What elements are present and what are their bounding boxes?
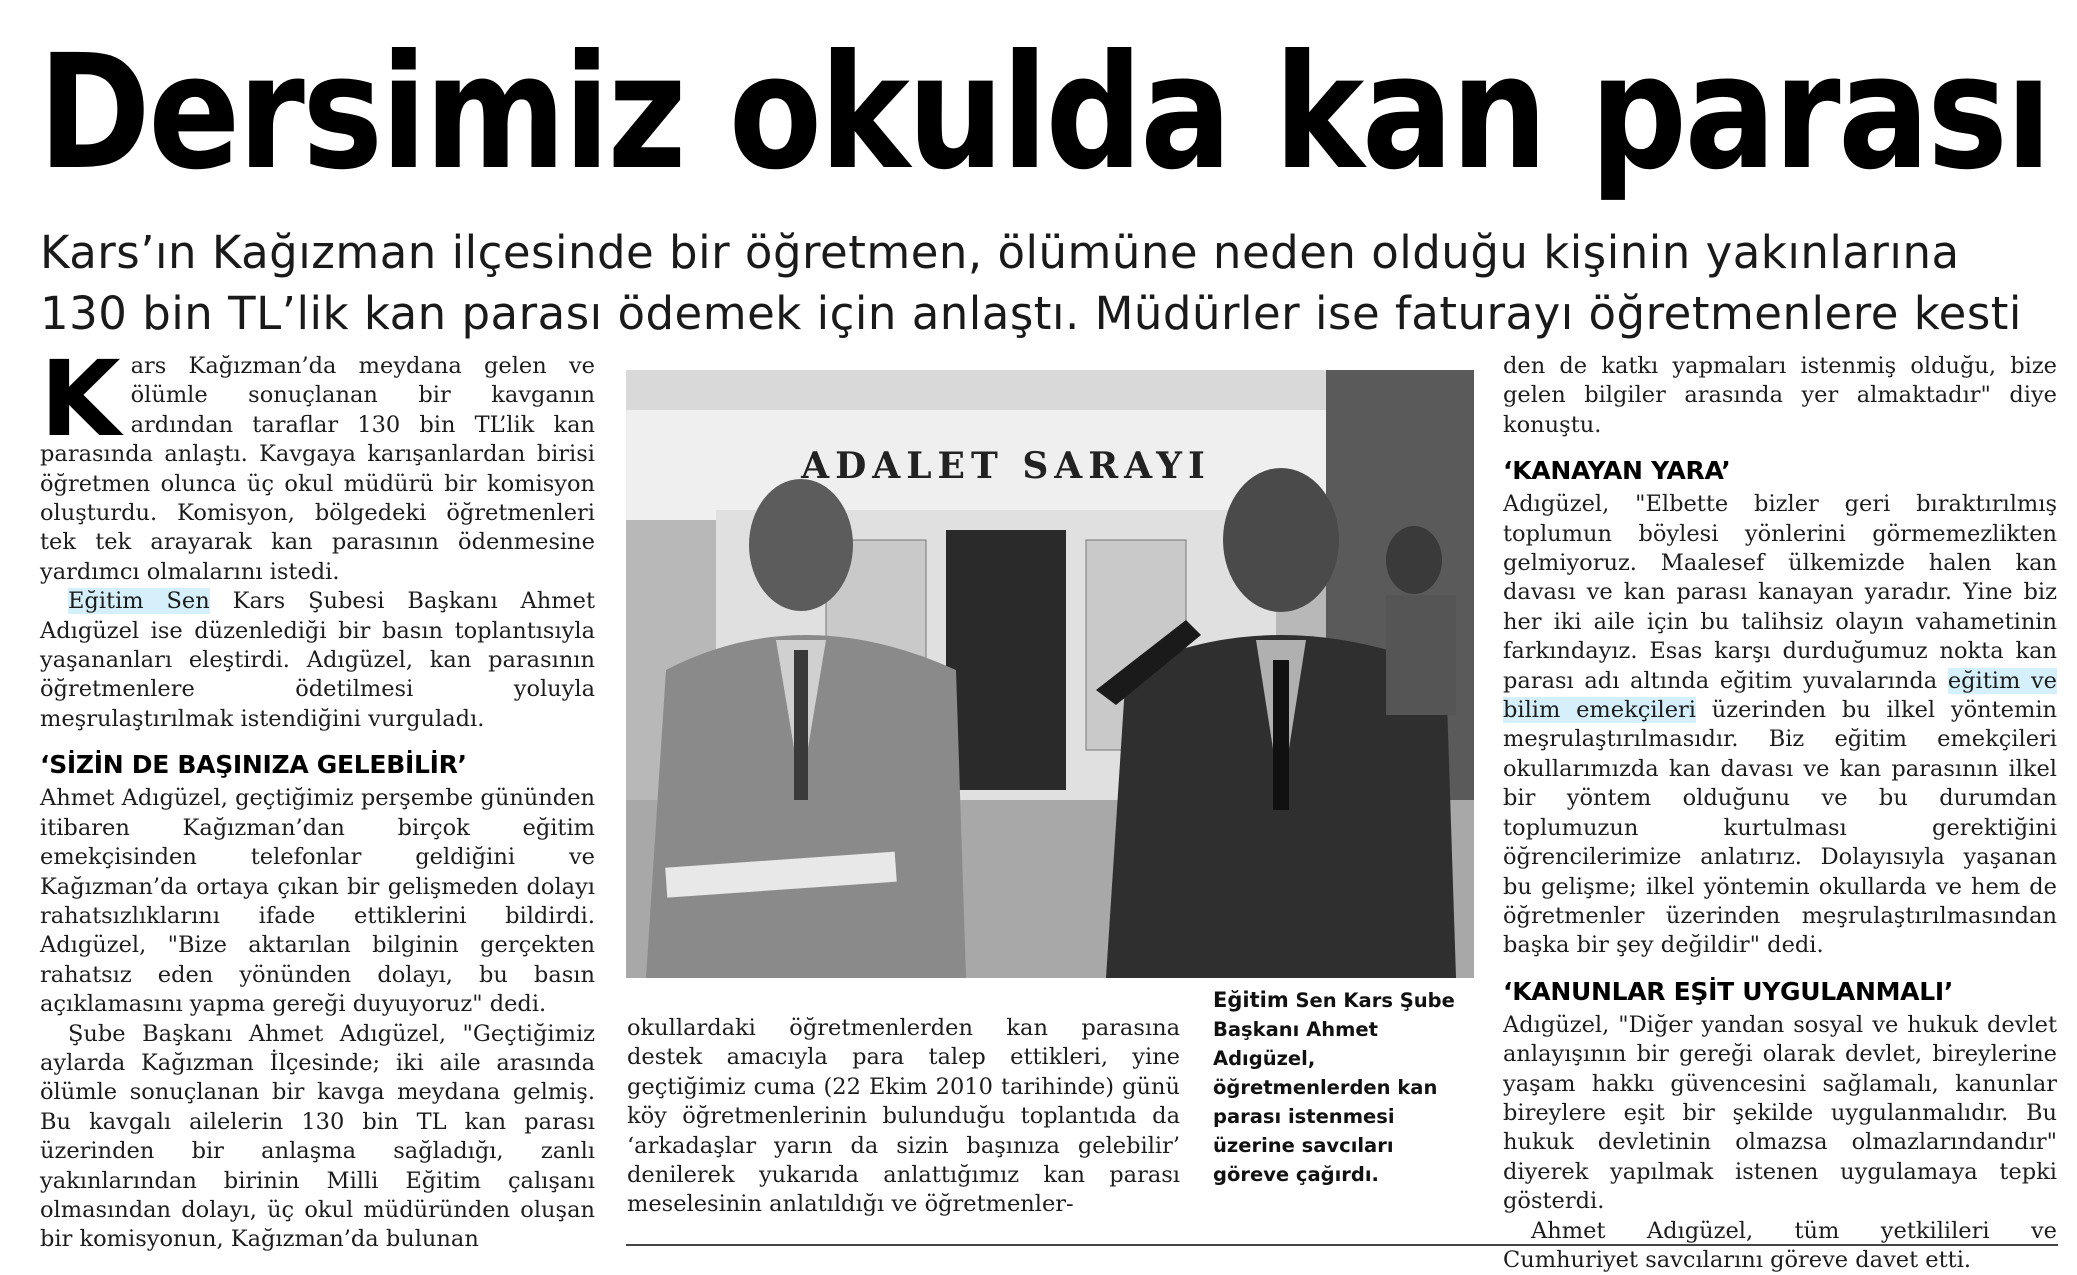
paragraph-text: ars Kağızman’da meydana gelen ve ölümle sonuçlanan bir kavganın ardından taraflar 130 bin TL’lik kan parasında anlaştı. Kavgaya karışanlardan birisi öğretmen olunca üç okul müdürü bir komisyon oluşturdu. Komisyon, bölgedeki öğretmenleri tek tek arayarak kan parasının ödenmesine yardımcı olmalarını istedi. — [40, 353, 595, 585]
deck — [40, 222, 2040, 344]
column-2 — [627, 1014, 1180, 1220]
highlighted-text: eğitim ve bilim emekçileri — [1503, 667, 2057, 724]
paragraph: okullardaki öğretmenlerden kan parasına destek amacıyla para talep ettikleri, yine geçtiğimiz cuma (22 Ekim 2010 tarihinde) günü köy öğretmenlerinin bulunduğu toplantıda da ‘arkadaşlar yarın da sizin başınıza gelebilir’ denilerek yukarıda anlattığımız kan parası meselesinin anlatıldığı ve öğretmenler- — [627, 1015, 1180, 1218]
column-1 — [40, 338, 595, 1255]
bottom-rule — [626, 1244, 2058, 1246]
caption-text: Sen Kars Şube Başkanı Ahmet Adıgüzel, öğretmenlerden kan parası istenmesi üzerine savcıları göreve çağırdı. — [1213, 989, 1455, 1186]
deck-line-1: Kars’ın Kağızman ilçesinde bir öğretmen, ölümüne neden olduğu kişinin yakınlarına — [40, 226, 1960, 279]
paragraph: den de katkı yapmaları istenmiş olduğu, bize gelen bilgiler arasında yer almaktadır" diye konuştu. — [1503, 353, 2057, 438]
photo-sign: ADALET SARAYI — [801, 445, 1211, 487]
paragraph — [40, 587, 595, 734]
subheading: ‘KANAYAN YARA’ — [1503, 456, 1731, 486]
paragraph: Şube Başkanı Ahmet Adıgüzel, "Geçtiğimiz aylarda Kağızman İlçesinde; iki aile arasında ölümle sonuçlanan bir kavga meydana gelmiş. Bu kavgalı ailelerin 130 bin TL kan parası üzerinden bir anlaşma sağladığı, zanlı yakınlarından birinin Milli Eğitim çalışanı olmasından dolayı, üç okul müdüründen oluşan bir komisyonun, Kağızman’da bulunan — [40, 1020, 595, 1253]
highlighted-text: Eğitim Sen — [68, 588, 210, 615]
paragraph-text: Kars Şubesi Başkanı Ahmet Adıgüzel ise düzenlediği bir basın toplantısıyla yaşananları eleştirdi. Adıgüzel, kan parasının öğretmenlere ödetilmesi yoluyla meşrulaştırılmak istendiğini vurguladı. — [40, 588, 595, 732]
subheading: ‘SİZİN DE BAŞINIZA GELEBİLİR’ — [40, 750, 467, 780]
subheading: ‘KANUNLAR EŞİT UYGULANMALI’ — [1503, 976, 1954, 1006]
paragraph-text: Adıgüzel, "Elbette bizler geri bıraktırılmış toplumun böylesi yönlerini görmemezlikten gelmiyoruz. Maalesef ülkemizde halen kan davası ve kan parası kanayan yaradır. Yine biz her iki aile için bu talihsiz olayın vahametinin farkındayız. Esas karşı durduğumuz nokta kan parası adı altında eğitim yuvalarında — [1503, 491, 2057, 694]
headline: Dersimiz okulda kan parası — [38, 21, 2050, 205]
paragraph: Ahmet Adıgüzel, tüm yetkilileri ve Cumhuriyet savcılarını göreve davet etti. — [1503, 1217, 2057, 1273]
news-photo — [626, 370, 1474, 978]
photo-illustration — [626, 370, 1474, 978]
paragraph-text: üzerinden bu ilkel yöntemin meşrulaştırılmasıdır. Biz eğitim emekçileri okullarımızda kan davası ve kan parasının ilkel bir yöntem olduğunu ve bu durumdan toplumuzun kurtulması gerektiğini öğrencilerimize anlatırız. Dolayısıyla yaşanan bu gelişme; ilkel yöntemin okullarda ve hem de öğretmenler üzerinden meşrulaştırılmasından başka bir şey değildir" dedi. — [1503, 697, 2058, 959]
paragraph: Adıgüzel, "Diğer yandan sosyal ve hukuk devlet anlayışının bir gereği olarak devlet, bireylerine yaşam hakkı güvencesini sağlamalı, kanunlar bireylere eşit bir şekilde uygulanmalıdır. Bu hukuk devletinin olmazsa olmazlarındandır" diyerek yapılmak istenen uygulamaya tepki gösterdi. — [1503, 1011, 2057, 1215]
paragraph — [40, 338, 595, 587]
drop-cap: K — [40, 338, 121, 460]
paragraph: Ahmet Adıgüzel, geçtiğimiz perşembe gününden itibaren Kağızman’dan birçok eğitim emekçisinden telefonlar geldiğini ve Kağızman’da ortaya çıkan bir gelişmeden dolayı rahatsızlıklarını ifade ettiklerini bildirdi. Adıgüzel, "Bize aktarılan bilginin gerçekten rahatsız eden yönünden dolayı, bu basın açıklamasını yapma gereği duyuyoruz" dedi. — [40, 785, 595, 1018]
deck-line-2: 130 bin TL’lik kan parası ödemek için anlaştı. Müdürler ise faturayı öğretmenlere kesti — [40, 287, 2022, 340]
photo-caption — [1213, 986, 1473, 1189]
column-3 — [1503, 352, 2057, 1275]
caption-lead: Eğitim — [1213, 988, 1289, 1012]
paragraph — [1503, 490, 2057, 961]
